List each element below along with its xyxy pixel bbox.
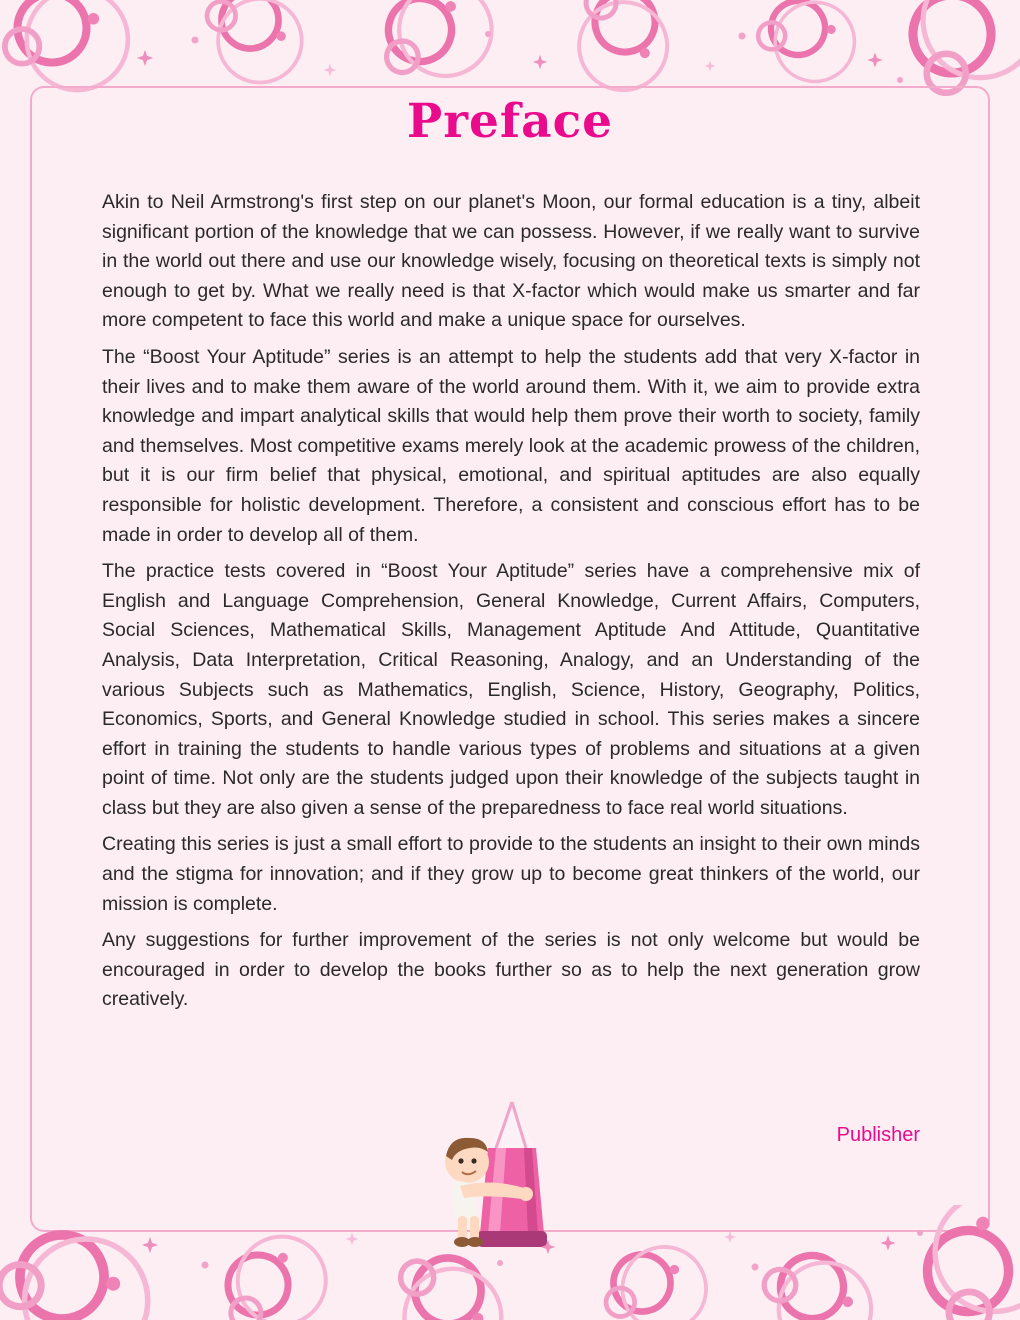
body-paragraph-2: The “Boost Your Aptitude” series is an attempt to help the students add that very X-factor in their lives and to make them aware of the world around them. With it, we aim to provide extra knowledge and impart analytical skills that would help them prove their worth to society, family and themselves. Most competitive exams merely look at the academic prowess of the children, but it is our firm belief that physical, emotional, and spiritual aptitudes are also equally responsible for holistic development. Therefore, a consistent and conscious effort has to be made in order to develop all of them. xyxy=(102,345,920,546)
body-paragraph-5: Any suggestions for further improvement of the series is not only welcome but would be encouraged in order to develop the books further so as to help the next generation grow creatively. xyxy=(102,929,920,1011)
page-title: Preface xyxy=(406,94,614,149)
body-paragraph-1: Akin to Neil Armstrong's first step on our planet's Moon, our formal education is a tiny, albeit significant portion of the knowledge that we can possess. However, if we really want to survive in the world out there and use our knowledge wisely, focusing on theoretical texts is simply not enough to get by. What we really need is that X-factor which would make us smarter and far more competent to face this world and make a unique space for ourselves. xyxy=(102,191,920,332)
top-swirl-decoration-icon xyxy=(0,0,1020,102)
preface-body xyxy=(102,188,920,1022)
body-paragraph-3: The practice tests covered in “Boost Your Aptitude” series have a comprehensive mix of English and Language Comprehension, General Knowledge, Current Affairs, Computers, Social Sciences, Mathematical Skills, Management Aptitude And Attitude, Quantitative Analysis, Data Interpretation, Critical Reasoning, Analogy, and an Understanding of the various Subjects such as Mathematics, English, Science, History, Geography, Politics, Economics, Sports, and General Knowledge studied in school. This series makes a sincere effort in training the students to handle various types of problems and situations at a given point of time. Not only are the students judged upon their knowledge of the subjects taught in class but they are also given a sense of the preparedness to face real world situations. xyxy=(102,560,920,819)
publisher-signature: Publisher xyxy=(836,1124,920,1146)
body-paragraph-4: Creating this series is just a small effort to provide to the students an insight to their own minds and the stigma for innovation; and if they grow up to become great thinkers of the world, our mission is complete. xyxy=(102,833,920,915)
bottom-swirl-decoration-icon xyxy=(0,1205,1020,1320)
